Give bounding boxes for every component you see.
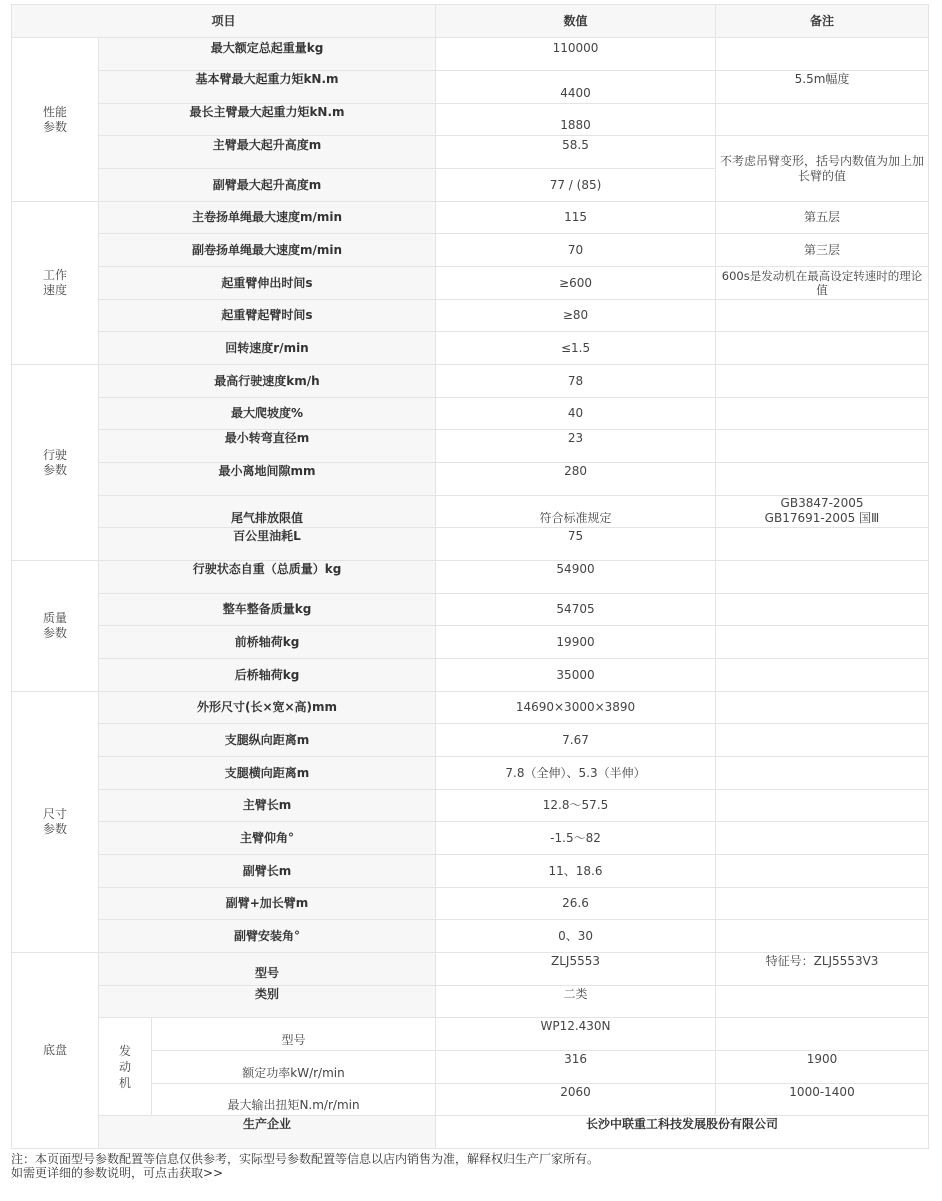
table-row (12, 398, 929, 430)
more-details-link[interactable]: 如需更详细的参数说明，可点击获取>> (11, 1166, 224, 1180)
row-value: 12.8～57.5 (436, 790, 716, 822)
row-remark (716, 594, 929, 626)
row-value: 316 (436, 1051, 716, 1084)
group-label: 工作 速度 (42, 268, 67, 297)
row-item: 百公里油耗L (99, 528, 436, 561)
table-row (12, 757, 929, 790)
row-item: 外形尺寸(长×宽×高)mm (99, 692, 436, 724)
row-value: ≤1.5 (436, 332, 716, 365)
disclaimer-note: 注：本页面型号参数配置等信息仅供参考，实际型号参数配置等信息以店内销售为准，解释权归生产厂家所有。 (11, 1152, 600, 1166)
row-remark (716, 692, 929, 724)
row-item: 行驶状态自重（总质量）kg (99, 561, 436, 594)
row-remark (716, 365, 929, 398)
row-remark (716, 888, 929, 920)
row-remark (716, 332, 929, 365)
row-item: 主卷扬单绳最大速度m/min (99, 202, 436, 234)
row-remark: 5.5m幅度 (716, 71, 929, 104)
row-remark: 第三层 (716, 234, 929, 267)
row-remark (716, 790, 929, 822)
row-value: 110000 (436, 38, 716, 71)
row-item: 副臂安装角° (99, 920, 436, 953)
table-row (12, 986, 929, 1018)
row-remark (716, 104, 929, 136)
row-value: 11、18.6 (436, 855, 716, 888)
group-mass (12, 561, 99, 692)
table-row (12, 790, 929, 822)
row-value: 35000 (436, 659, 716, 692)
row-remark (716, 463, 929, 496)
emission-remark: GB3847-2005 GB17691-2005 国Ⅲ (764, 496, 880, 525)
group-driving (12, 365, 99, 561)
group-performance (12, 38, 99, 202)
row-value: 7.8（全伸）、5.3（半伸） (436, 757, 716, 790)
row-item: 最大输出扭矩N.m/r/min (152, 1084, 436, 1116)
row-item: 回转速度r/min (99, 332, 436, 365)
row-value: 78 (436, 365, 716, 398)
table-row (12, 234, 929, 267)
table-row (12, 626, 929, 659)
row-value: ZLJ5553 (436, 953, 716, 986)
row-value: 23 (436, 430, 716, 463)
table-row (12, 71, 929, 104)
row-item: 尾气排放限值 (99, 496, 436, 528)
row-item: 类别 (99, 986, 436, 1018)
row-value: ≥600 (436, 267, 716, 300)
row-value: 26.6 (436, 888, 716, 920)
row-remark-height: 不考虑吊臂变形，括号内数值为加上加长臂的值 (716, 136, 929, 202)
row-value: 4400 (436, 71, 716, 104)
table-row (12, 692, 929, 724)
row-value: 280 (436, 463, 716, 496)
table-row (12, 822, 929, 855)
row-value: 115 (436, 202, 716, 234)
spec-table (11, 4, 929, 1149)
table-row (12, 136, 929, 169)
row-item: 支腿纵向距离m (99, 724, 436, 757)
row-item: 主臂最大起升高度m (99, 136, 436, 169)
row-value: 2060 (436, 1084, 716, 1116)
table-row (12, 365, 929, 398)
group-label: 发 动 机 (118, 1043, 131, 1090)
header-remark: 备注 (716, 5, 929, 38)
row-item: 起重臂起臂时间s (99, 300, 436, 332)
table-row (12, 1116, 929, 1149)
table-row (12, 463, 929, 496)
table-row (12, 496, 929, 528)
row-item: 主臂长m (99, 790, 436, 822)
row-item: 最高行驶速度km/h (99, 365, 436, 398)
row-item: 起重臂伸出时间s (99, 267, 436, 300)
row-remark: 600s是发动机在最高设定转速时的理论值 (716, 267, 929, 300)
row-value: 19900 (436, 626, 716, 659)
group-label: 行驶 参数 (42, 447, 67, 477)
table-row (12, 332, 929, 365)
table-row (12, 300, 929, 332)
row-item: 主臂仰角° (99, 822, 436, 855)
row-value: 58.5 (436, 136, 716, 169)
row-remark (716, 822, 929, 855)
row-value: 符合标准规定 (436, 496, 716, 528)
table-row (12, 1018, 929, 1051)
row-value: 0、30 (436, 920, 716, 953)
table-row (12, 659, 929, 692)
row-item: 最长主臂最大起重力矩kN.m (99, 104, 436, 136)
row-item: 后桥轴荷kg (99, 659, 436, 692)
table-row (12, 38, 929, 71)
table-row (12, 855, 929, 888)
row-remark (716, 561, 929, 594)
row-item: 整车整备质量kg (99, 594, 436, 626)
row-value: 7.67 (436, 724, 716, 757)
row-remark (716, 626, 929, 659)
group-engine (99, 1018, 152, 1116)
table-row (12, 724, 929, 757)
row-value: 54900 (436, 561, 716, 594)
row-value: WP12.430N (436, 1018, 716, 1051)
table-row (12, 430, 929, 463)
row-item: 最大额定总起重量kg (99, 38, 436, 71)
row-item: 生产企业 (99, 1116, 436, 1149)
table-row (12, 920, 929, 953)
table-row (12, 104, 929, 136)
row-value: 70 (436, 234, 716, 267)
row-value: 14690×3000×3890 (436, 692, 716, 724)
row-remark (716, 757, 929, 790)
row-item: 前桥轴荷kg (99, 626, 436, 659)
table-row (12, 528, 929, 561)
row-remark (716, 920, 929, 953)
row-remark (716, 724, 929, 757)
table-row (12, 594, 929, 626)
row-item: 副臂长m (99, 855, 436, 888)
table-row (12, 202, 929, 234)
row-remark (716, 430, 929, 463)
group-label: 性能 参数 (42, 104, 67, 134)
row-item: 支腿横向距离m (99, 757, 436, 790)
row-remark (716, 659, 929, 692)
row-item: 最小离地间隙mm (99, 463, 436, 496)
row-remark: 1900 (716, 1051, 929, 1084)
group-label: 质量 参数 (42, 611, 67, 640)
table-row (12, 888, 929, 920)
row-remark (716, 1018, 929, 1051)
table-row (12, 953, 929, 986)
header-value: 数值 (436, 5, 716, 38)
row-value-maker: 长沙中联重工科技发展股份有限公司 (436, 1116, 929, 1149)
row-item: 副卷扬单绳最大速度m/min (99, 234, 436, 267)
row-item: 额定功率kW/r/min (152, 1051, 436, 1084)
row-remark (716, 38, 929, 71)
group-dimension (12, 692, 99, 953)
group-chassis: 底盘 (12, 953, 99, 1149)
row-remark (716, 496, 929, 528)
row-remark (716, 528, 929, 561)
row-remark: 1000-1400 (716, 1084, 929, 1116)
row-remark (716, 855, 929, 888)
group-label: 尺寸 参数 (42, 807, 67, 836)
row-remark: 第五层 (716, 202, 929, 234)
row-item: 最小转弯直径m (99, 430, 436, 463)
header-item: 项目 (12, 5, 436, 38)
row-value: 77 / (85) (436, 169, 716, 202)
row-value: 二类 (436, 986, 716, 1018)
row-value: 1880 (436, 104, 716, 136)
row-value: -1.5～82 (436, 822, 716, 855)
row-value: 75 (436, 528, 716, 561)
row-remark: 特征号：ZLJ5553V3 (716, 953, 929, 986)
row-item: 基本臂最大起重力矩kN.m (99, 71, 436, 104)
row-value: 54705 (436, 594, 716, 626)
row-item: 最大爬坡度% (99, 398, 436, 430)
table-row (12, 267, 929, 300)
row-item: 型号 (99, 953, 436, 986)
row-item: 型号 (152, 1018, 436, 1051)
row-remark (716, 300, 929, 332)
row-item: 副臂最大起升高度m (99, 169, 436, 202)
table-row (12, 561, 929, 594)
table-header-row (12, 5, 929, 38)
row-value: 40 (436, 398, 716, 430)
group-work-speed (12, 202, 99, 365)
row-value: ≥80 (436, 300, 716, 332)
row-item: 副臂+加长臂m (99, 888, 436, 920)
row-remark (716, 398, 929, 430)
row-remark (716, 986, 929, 1018)
